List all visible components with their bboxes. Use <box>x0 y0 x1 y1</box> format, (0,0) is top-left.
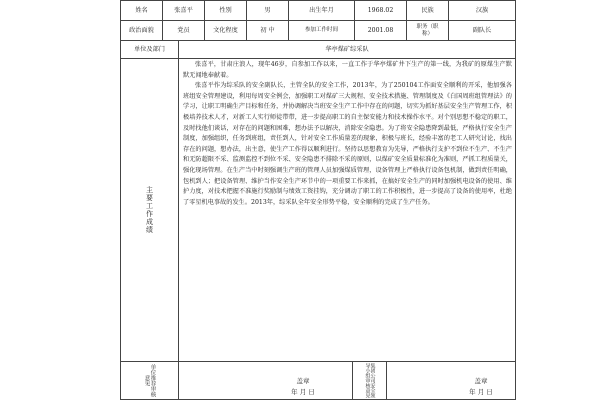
work-date-value: 2001.08 <box>355 21 407 41</box>
unit-label: 单位及部门 <box>121 41 179 59</box>
unit-review-label: 单位推荐审核意见 <box>143 364 156 397</box>
name-value: 张喜平 <box>163 1 205 21</box>
unit-date: 年 月 日 <box>291 388 315 396</box>
position-label: 职务（职称） <box>407 21 449 41</box>
gender-value: 男 <box>247 1 289 21</box>
gender-label: 性别 <box>205 1 247 21</box>
birth-value: 1968.02 <box>355 1 407 21</box>
work-date-label: 参加工作时间 <box>289 21 355 41</box>
main-deeds-label-cell <box>121 59 179 362</box>
unit-stamp: 盖章 <box>296 377 310 385</box>
position-value: 副队长 <box>449 21 515 41</box>
group-date: 年 月 日 <box>469 388 493 396</box>
group-review-label-cell <box>353 362 387 399</box>
main-deeds-label: 主要工作成绩 <box>145 186 154 234</box>
name-label: 姓名 <box>121 1 163 21</box>
education-label: 文化程度 <box>205 21 247 41</box>
unit-review-label-cell <box>121 362 179 399</box>
award-nomination-form <box>120 0 516 400</box>
political-value: 党员 <box>163 21 205 41</box>
main-deeds-paragraph: 张喜平作为综采队的安全副队长，主管全队的安全工作，2013年，为了250104工作面安全顺利的开采，他加强各班组安全管理建设，利用每周安全例会，加强职工对煤矿三大规程、安全技术措施、管理制度及《白国周班组管理法》的学习，让职工明确生产目标和任务，并协调解决当班安全生产工作中存在的问题，切实为抓好基层安全生产管理工作，积极培养技术人才，对新工人实行师徒带带，进一步提高职工的自主保安能力和技术操作水平。对个别思想不稳定的职工，及时找他们谈话，对存在的问题和困难，想办法予以解决，消除安全隐患。为了将安全隐患降到最低，严格执行安全生产制度，加强组织，任务到班组，责任到人，针对安全工作质量差的现象，积极与班长，经验丰富的老工人研究讨论，找出存在的问题，想办法，出主意，使生产工作得以顺利进行。坚持以思想教育为先导，严格执行支护不到位不生产、不生产和无防超限不采、监测监控不到位不采、安全隐患不排除不采的原则，以煤矿安全质量标准化为准则，严抓工程质量关，强化现场管理。在生产当中时刻强调生产班的管理人员加强煤质管理，设备管理上严格执行设备包机制，做到责任明确，包机到人；把设备管理、维护当作安全生产环节中的一项重要工作来抓，在搞好安全生产的同时加强机电设备的使用、维护力度，对技术把握不准施行奖励制与绩效工资挂钩，充分调动了职工的工作积极性，进一步提高了设备的使用率，杜绝了零星机电事故的发生。2013年，综采队全年安全形势平稳，安全顺利的完成了生产任务。 <box>183 82 512 206</box>
education-value: 初 中 <box>247 21 289 41</box>
main-deeds-body <box>179 59 516 362</box>
group-review-label: 集团公司安全领导小组审核意见 <box>364 363 376 398</box>
ethnic-label: 民族 <box>407 1 449 21</box>
birth-label: 出生年月 <box>289 1 355 21</box>
political-label: 政治面貌 <box>121 21 163 41</box>
unit-value: 华亭煤矿综采队 <box>179 41 515 59</box>
ethnic-value: 汉族 <box>449 1 515 21</box>
main-deeds-paragraph: 张喜平，甘肃庄浪人，现年46岁，自参加工作以来，一直工作于华亭煤矿井下生产的第一线，为我矿的原煤生产默默无闻地奉献着。 <box>183 61 512 79</box>
group-stamp: 盖章 <box>474 377 488 385</box>
